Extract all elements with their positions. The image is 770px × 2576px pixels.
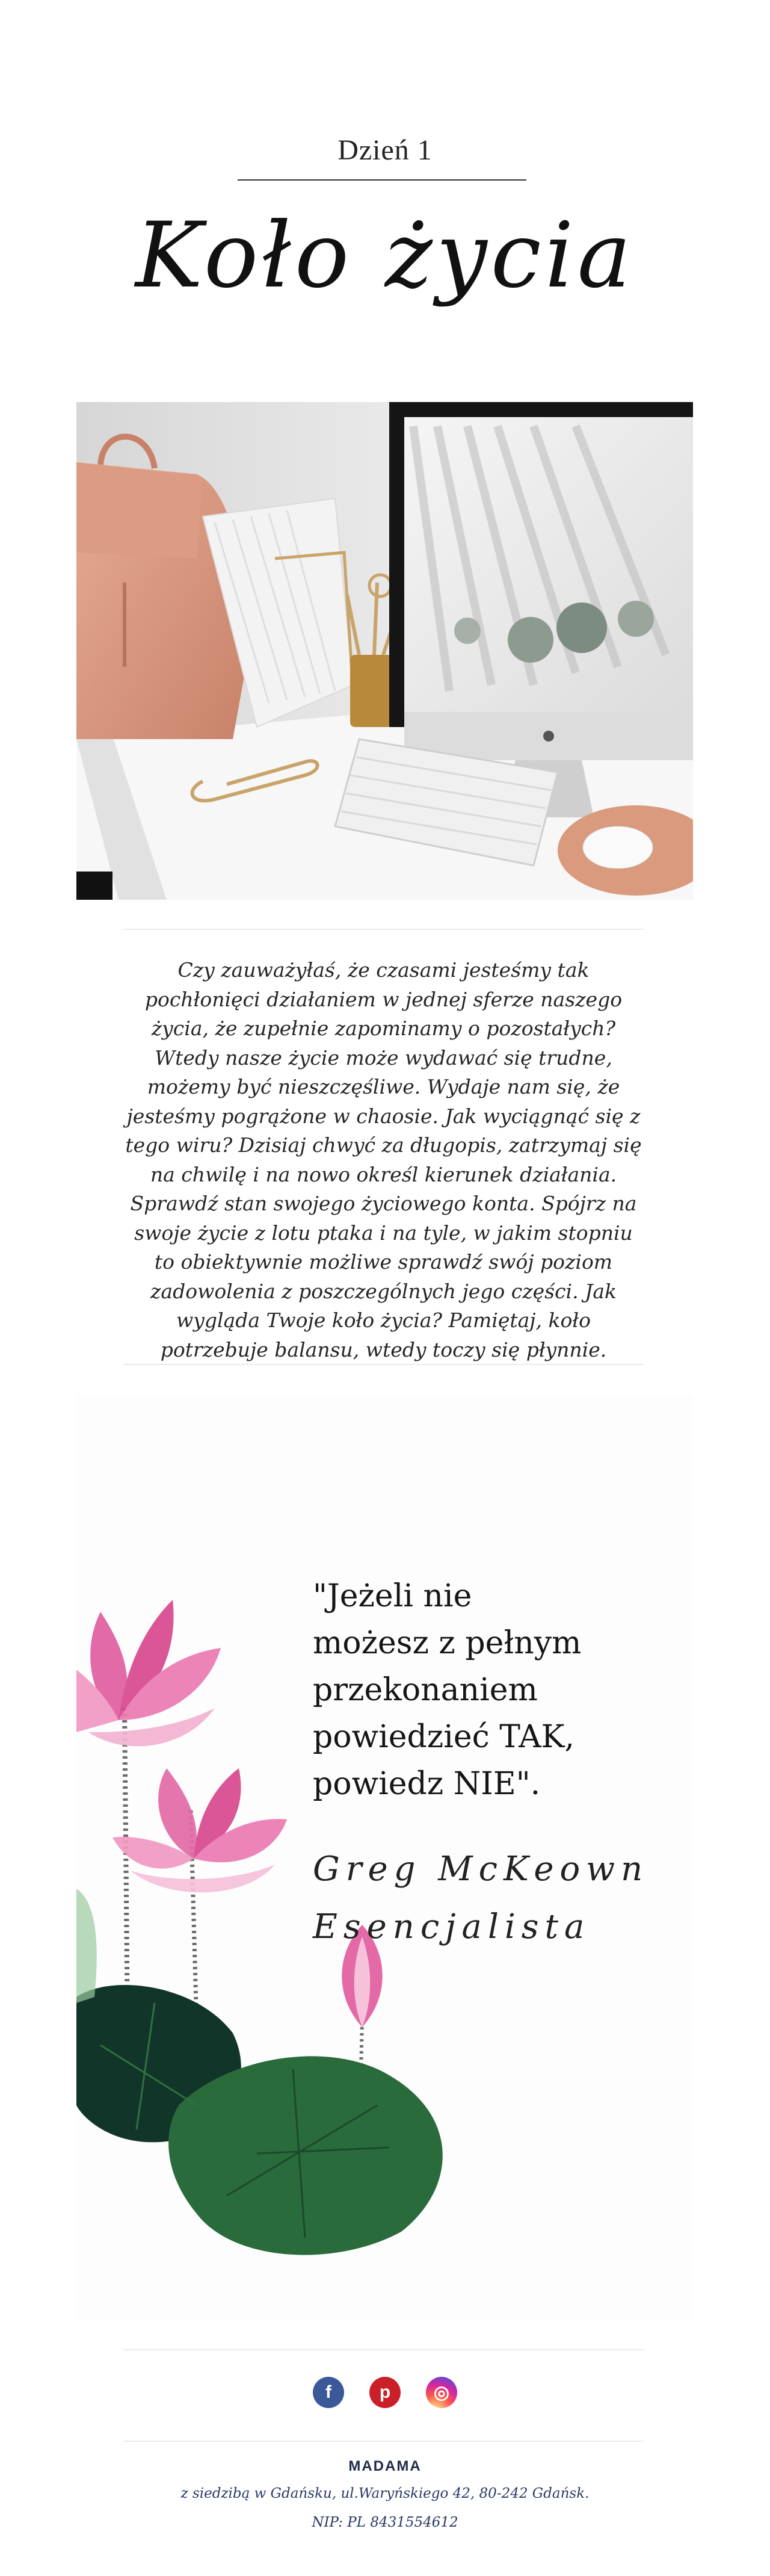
quote-line: powiedz NIE".: [313, 1766, 541, 1802]
quote-line: "Jeżeli nie: [313, 1578, 472, 1614]
author-role: Esencjalista: [313, 1907, 591, 1946]
divider-social-top: [123, 2349, 644, 2350]
quote-line: powiedzieć TAK,: [313, 1719, 575, 1755]
intro-paragraph: Czy zauważyłaś, że czasami jesteśmy tak pochłonięci działaniem w jednej sferze naszego życia, że zupełnie zapominamy o pozostałych? Wtedy nasze życie może wydawać się trudne, możemy być nieszczęśliwe. Wydaje nam się, że jesteśmy pogrążone w chaosie. Jak wyciągnąć się z tego wiru? Dzisiaj chwyć za długopis, zatrzymaj się na chwilę i na nowo określ kierunek działania. Sprawdź stan swojego życiowego konta. Spójrz na swoje życie z lotu ptaka i na tyle, w jakim stopniu to obiektywnie możliwe sprawdź swój poziom zadowolenia z poszczególnych jego części. Jak wygląda Twoje koło życia? Pamiętaj, koło potrzebuje balansu, wtedy toczy się płynnie.: [125, 958, 642, 1361]
page-title: Koło życia: [135, 203, 635, 308]
divider-footer: [123, 2441, 644, 2442]
divider-middle: [123, 1364, 644, 1365]
header-divider: [238, 179, 526, 181]
footer-brand: MADAMA: [348, 2458, 422, 2474]
pinterest-icon[interactable]: p: [369, 2377, 401, 2408]
footer-nip: NIP: PL 8431554612: [312, 2515, 458, 2530]
divider-top: [123, 929, 644, 930]
facebook-icon[interactable]: f: [313, 2377, 344, 2408]
footer-address: z siedzibą w Gdańsku, ul.Waryńskiego 42, 80-242 Gdańsk.: [180, 2486, 590, 2501]
author-name: Greg McKeown: [313, 1850, 649, 1889]
quote-line: przekonaniem: [313, 1672, 538, 1708]
social-links: [0, 2377, 770, 2408]
quote-text: [313, 1573, 650, 1807]
quote-line: możesz z pełnym: [313, 1625, 582, 1661]
quote-author: [313, 1841, 650, 1956]
instagram-icon[interactable]: ◎: [426, 2377, 457, 2408]
quote-card: [76, 1395, 693, 2320]
day-label: Dzień 1: [337, 134, 433, 166]
hero-image: [76, 402, 693, 900]
desk-illustration: [76, 402, 693, 900]
